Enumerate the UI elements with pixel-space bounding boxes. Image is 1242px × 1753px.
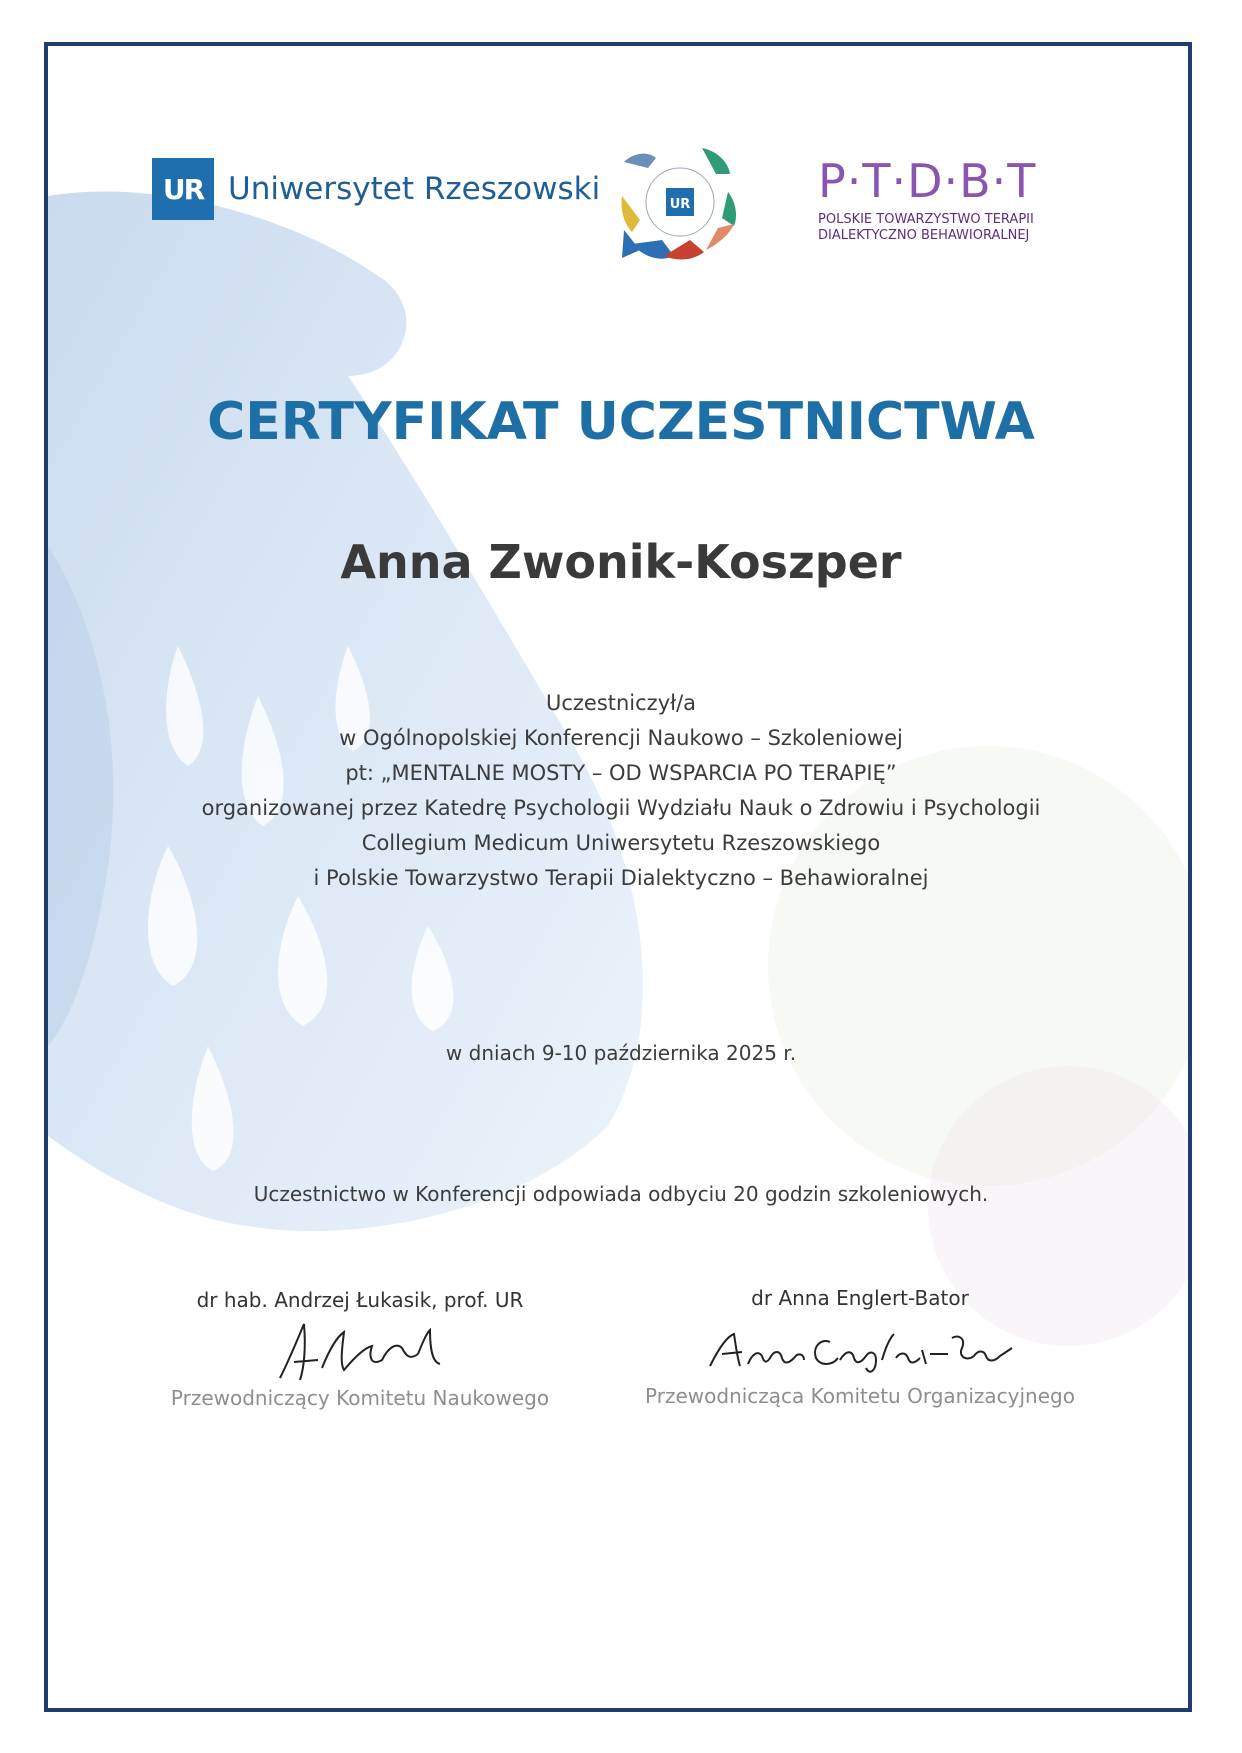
- body-line: organizowanej przez Katedrę Psychologii Wydziału Nauk o Zdrowiu i Psychologii: [201, 796, 1041, 820]
- body-line: pt: „MENTALNE MOSTY – OD WSPARCIA PO TERAPIĘ”: [345, 761, 897, 785]
- signatory-role: Przewodnicząca Komitetu Organizacyjnego: [645, 1384, 1075, 1408]
- certificate-title: CERTYFIKAT UCZESTNICTWA: [207, 392, 1035, 452]
- body-line: i Polskie Towarzystwo Terapii Dialektyczno – Behawioralnej: [313, 866, 929, 890]
- signatory-name: dr hab. Andrzej Łukasik, prof. UR: [196, 1288, 524, 1312]
- signatory-role: Przewodniczący Komitetu Naukowego: [170, 1386, 550, 1410]
- body-line: Uczestniczył/a: [545, 691, 697, 715]
- ptdbt-line-2: DIALEKTYCZNO BEHAWIORALNEJ: [818, 228, 1030, 243]
- ptdbt-mark: P·T·D·B·T: [818, 154, 1037, 208]
- ptdbt-logo: [818, 154, 1048, 244]
- body-line: Collegium Medicum Uniwersytetu Rzeszowskiego: [361, 831, 881, 855]
- event-dates: w dniach 9-10 października 2025 r.: [445, 1041, 797, 1065]
- conference-ur-mark: UR: [669, 197, 691, 212]
- ptdbt-line-1: POLSKIE TOWARZYSTWO TERAPII: [818, 212, 1034, 227]
- university-name: Uniwersytet Rzeszowski: [228, 171, 601, 207]
- ptdbt-subtitle: [818, 212, 1048, 244]
- university-logo: [152, 158, 600, 220]
- participant-name: Anna Zwonik-Koszper: [340, 535, 902, 589]
- hands-circle-icon: [618, 140, 742, 264]
- signature-block-left: [140, 1288, 580, 1410]
- body-line: w Ogólnopolskiej Konferencji Naukowo – Szkoleniowej: [339, 726, 903, 750]
- signatory-name: dr Anna Englert-Bator: [751, 1286, 969, 1310]
- handwritten-signature-icon: [260, 1318, 460, 1386]
- conference-logo: [618, 140, 742, 264]
- ur-emblem-icon: UR: [152, 158, 214, 220]
- training-hours: Uczestnictwo w Konferencji odpowiada odbyciu 20 godzin szkoleniowych.: [253, 1182, 989, 1206]
- signature-block-right: [640, 1286, 1080, 1408]
- handwritten-signature-icon: [700, 1316, 1020, 1384]
- certificate-body: [0, 686, 1242, 896]
